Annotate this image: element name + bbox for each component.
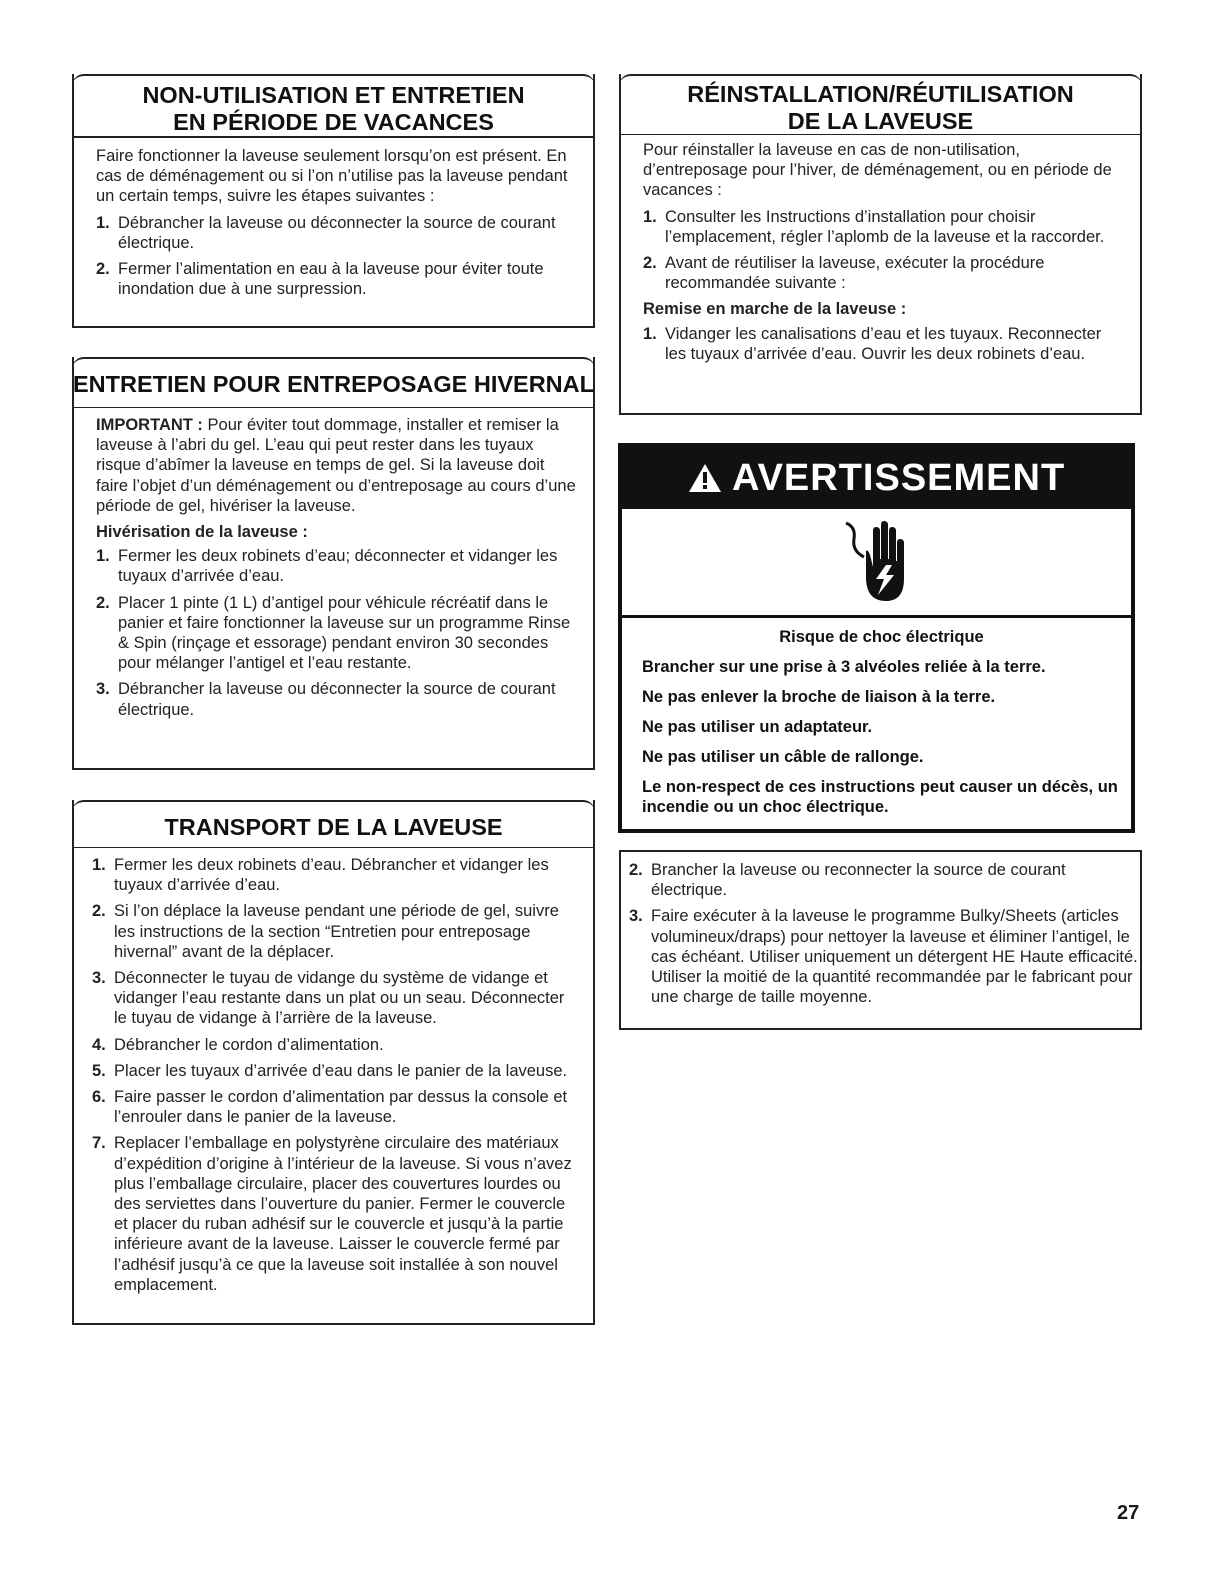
subheading: Remise en marche de la laveuse :	[643, 300, 907, 319]
warning-box	[618, 443, 1135, 833]
list-item: 7. Replacer l’emballage en polystyrène circulaire des matériaux d’expédition d’origine à l’intérieur de la laveuse. Si vous n’avez plus l’emballage circulaire, placer des couvertures lourdes ou des serviettes dans l’ouverture du panier. Fermer le couvercle et placer du ruban adhésif sur le couvercle et jusqu’à la partie inférieure avant de la laveuse. Laisser le couvercle fermé par l’adhésif jusqu’à ce que la laveuse soit installée à son nouvel emplacement.	[92, 1134, 572, 1294]
important-label: IMPORTANT :	[96, 416, 203, 434]
list-item: 1. Débrancher la laveuse ou déconnecter la source de courant électrique.	[96, 213, 556, 252]
section-title: TRANSPORT DE LA LAVEUSE	[164, 814, 503, 840]
list-item: 6. Faire passer le cordon d’alimentation par dessus la console et l’enrouler dans le panier de la laveuse.	[92, 1088, 568, 1127]
warning-line: Le non-respect de ces instructions peut causer un décès, un incendie ou un choc électrique.	[642, 778, 1118, 816]
steps-list	[629, 860, 1138, 1007]
electric-shock-hand-icon	[842, 515, 912, 605]
intro-text: Pour réinstaller la laveuse en cas de non-utilisation, d’entreposage pour l’hiver, de déménagement, ou en période de vacances :	[643, 141, 1112, 200]
section-continued-steps	[619, 850, 1142, 1030]
warning-banner	[622, 447, 1131, 509]
list-item: 3. Faire exécuter à la laveuse le programme Bulky/Sheets (articles volumineux/draps) pour nettoyer la laveuse et éliminer l’antigel, le cas échéant. Utiliser uniquement un détergent HE Haute efficacité. Utiliser la moitié de la quantité recommandée par le fabricant pour une charge de taille moyenne.	[629, 907, 1138, 1007]
list-item: 1. Consulter les Instructions d’installation pour choisir l’emplacement, régler l’aplomb de la laveuse et la raccorder.	[643, 207, 1105, 246]
warning-triangle-icon	[688, 463, 722, 493]
warning-banner-text: AVERTISSEMENT	[731, 457, 1066, 499]
list-item: 1. Vidanger les canalisations d’eau et les tuyaux. Reconnecter les tuyaux d’arrivée d’eau. Ouvrir les deux robinets d’eau.	[643, 324, 1102, 363]
section-title: ENTRETIEN POUR ENTREPOSAGE HIVERNAL	[73, 371, 594, 397]
section-reinstallation	[619, 74, 1142, 415]
list-item: 3. Débrancher la laveuse ou déconnecter la source de courant électrique.	[96, 680, 556, 719]
warning-line: Brancher sur une prise à 3 alvéoles reliée à la terre.	[642, 658, 1046, 676]
warning-text	[642, 627, 1121, 827]
section-title-line-2: EN PÉRIODE DE VACANCES	[173, 109, 494, 135]
steps-list	[96, 213, 579, 300]
steps-list	[643, 207, 1126, 294]
steps-list	[96, 546, 579, 720]
section-header	[72, 357, 595, 408]
list-item: 3. Déconnecter le tuyau de vidange du système de vidange et vidanger l’eau restante dans un plat ou un seau. Déconnecter le tuyau de vidange à l’arrière de la laveuse.	[92, 969, 565, 1028]
list-item: 2. Brancher la laveuse ou reconnecter la source de courant électrique.	[629, 861, 1066, 900]
list-item: 2. Si l’on déplace la laveuse pendant une période de gel, suivre les instructions de la section “Entretien pour entreposage hivernal” avant de la déplacer.	[92, 902, 559, 961]
warning-line: Ne pas enlever la broche de liaison à la terre.	[642, 688, 996, 706]
subheading: Hivérisation de la laveuse :	[96, 523, 308, 542]
section-title-line-2: DE LA LAVEUSE	[787, 108, 974, 134]
list-item: 5. Placer les tuyaux d’arrivée d’eau dans le panier de la laveuse.	[92, 1061, 568, 1080]
sub-steps-list	[643, 324, 1126, 364]
page-number: 27	[1117, 1502, 1140, 1524]
list-item: 2. Placer 1 pinte (1 L) d’antigel pour véhicule récréatif dans le panier et faire fonctionner la laveuse sur un programme Rinse & Spin (rinçage et essorage) pendant environ 30 secondes pour mélanger l’antigel et l’eau restante.	[96, 593, 571, 673]
section-title-line-1: NON-UTILISATION ET ENTRETIEN	[142, 82, 525, 108]
warning-title: Risque de choc électrique	[779, 628, 984, 646]
section-transport	[72, 800, 595, 1325]
list-item: 4. Débrancher le cordon d’alimentation.	[92, 1035, 384, 1054]
warning-line: Ne pas utiliser un adaptateur.	[642, 718, 873, 736]
warning-line: Ne pas utiliser un câble de rallonge.	[642, 748, 924, 766]
list-item: 2. Avant de réutiliser la laveuse, exécuter la procédure recommandée suivante :	[643, 254, 1045, 293]
section-header	[72, 74, 595, 138]
steps-list	[92, 855, 579, 1295]
section-header	[619, 74, 1142, 135]
section-title-line-1: RÉINSTALLATION/RÉUTILISATION	[687, 81, 1074, 107]
icon-area	[622, 509, 1131, 618]
section-vacances	[72, 74, 595, 328]
intro-text: Faire fonctionner la laveuse seulement lorsqu’on est présent. En cas de déménagement ou si l’on n’utilise pas la laveuse pendant un certain temps, suivre les étapes suivantes :	[96, 147, 568, 206]
section-header	[72, 800, 595, 848]
important-paragraph: IMPORTANT : Pour éviter tout dommage, installer et remiser la laveuse à l’abri du gel. L’eau qui peut rester dans les tuyaux risque d’abîmer la laveuse en temps de gel. Si la laveuse doit faire l’objet d’un déménagement ou d’entreposage au cours d’une période de gel, hivériser la laveuse.	[96, 416, 576, 515]
list-item: 1. Fermer les deux robinets d’eau. Débrancher et vidanger les tuyaux d’arrivée d’eau.	[92, 856, 549, 895]
list-item: 1. Fermer les deux robinets d’eau; déconnecter et vidanger les tuyaux d’arrivée d’eau.	[96, 547, 558, 586]
section-hivernal	[72, 357, 595, 770]
list-item: 2. Fermer l’alimentation en eau à la laveuse pour éviter toute inondation due à une surpression.	[96, 260, 544, 299]
